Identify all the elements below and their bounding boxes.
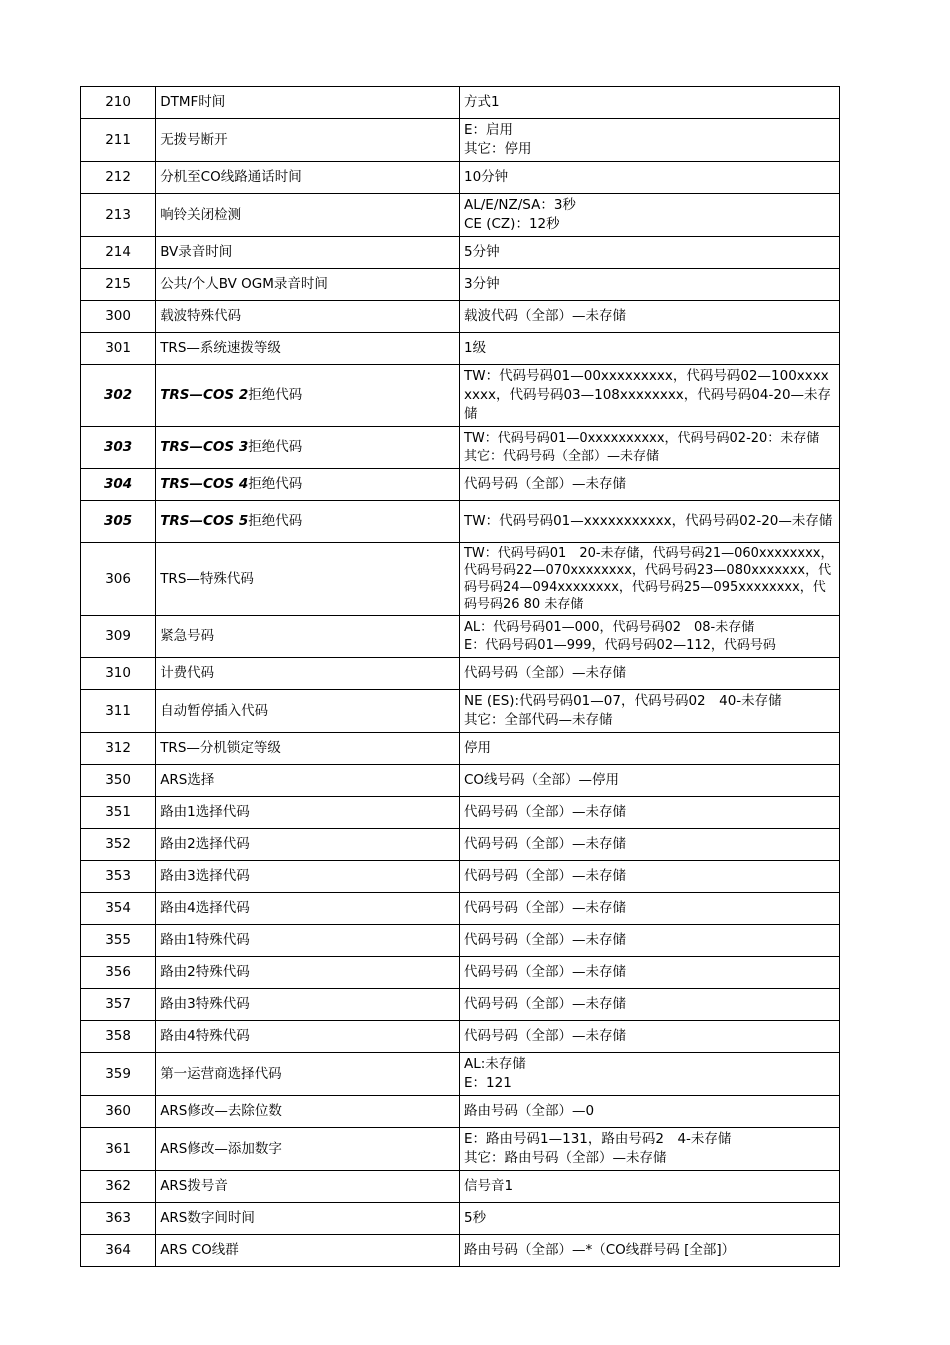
table-row bbox=[81, 658, 840, 690]
row-number: 350 bbox=[81, 765, 156, 797]
row-name: 路由4特殊代码 bbox=[156, 1021, 460, 1053]
row-name: ARS修改—添加数字 bbox=[156, 1128, 460, 1171]
table-row bbox=[81, 301, 840, 333]
row-value: 载波代码（全部）—未存储 bbox=[459, 301, 839, 333]
row-name: 响铃关闭检测 bbox=[156, 194, 460, 237]
row-value: TW：代码号码01 20-未存储，代码号码21—060xxxxxxxx，代码号码22—070xxxxxxxx，代码号码23—080xxxxxxx，代码号码24—094xxxxxxxx，代码号码25—095xxxxxxxx，代码号码26 80 未存储 bbox=[459, 543, 839, 616]
row-name: 紧急号码 bbox=[156, 616, 460, 658]
row-name: 路由3选择代码 bbox=[156, 861, 460, 893]
row-name: TRS—COS 5拒绝代码 bbox=[156, 501, 460, 543]
row-number: 303 bbox=[81, 427, 156, 469]
row-number: 356 bbox=[81, 957, 156, 989]
row-number: 359 bbox=[81, 1053, 156, 1096]
row-value: 代码号码（全部）—未存储 bbox=[459, 957, 839, 989]
row-name: 路由3特殊代码 bbox=[156, 989, 460, 1021]
row-name: 路由2选择代码 bbox=[156, 829, 460, 861]
row-value: E：路由号码1—131，路由号码2 4-未存储 其它：路由号码（全部）—未存储 bbox=[459, 1128, 839, 1171]
row-value: AL:未存储 E：121 bbox=[459, 1053, 839, 1096]
row-name: ARS修改—去除位数 bbox=[156, 1096, 460, 1128]
table-row bbox=[81, 690, 840, 733]
table-row bbox=[81, 861, 840, 893]
row-value: 信号音1 bbox=[459, 1171, 839, 1203]
row-number: 353 bbox=[81, 861, 156, 893]
row-name: ARS CO线群 bbox=[156, 1235, 460, 1267]
row-name: 路由2特殊代码 bbox=[156, 957, 460, 989]
row-name: TRS—COS 4拒绝代码 bbox=[156, 469, 460, 501]
table-row bbox=[81, 87, 840, 119]
table-row bbox=[81, 194, 840, 237]
row-value: 代码号码（全部）—未存储 bbox=[459, 893, 839, 925]
row-value: 5秒 bbox=[459, 1203, 839, 1235]
row-value: 3分钟 bbox=[459, 269, 839, 301]
table-row bbox=[81, 501, 840, 543]
row-value: NE (ES):代码号码01—07，代码号码02 40-未存储 其它：全部代码—未存储 bbox=[459, 690, 839, 733]
row-value: 代码号码（全部）—未存储 bbox=[459, 989, 839, 1021]
row-value: E：启用 其它：停用 bbox=[459, 119, 839, 162]
row-value: TW：代码号码01—00xxxxxxxxx，代码号码02—100xxxxxxxx，代码号码03—108xxxxxxxx，代码号码04-20—未存储 bbox=[459, 365, 839, 427]
row-number: 211 bbox=[81, 119, 156, 162]
row-name: 路由1选择代码 bbox=[156, 797, 460, 829]
settings-table bbox=[80, 86, 840, 1267]
row-value: 代码号码（全部）—未存储 bbox=[459, 797, 839, 829]
row-value: TW：代码号码01—0xxxxxxxxxx，代码号码02-20：未存储 其它：代码号码（全部）—未存储 bbox=[459, 427, 839, 469]
row-name: 分机至CO线路通话时间 bbox=[156, 162, 460, 194]
row-number: 215 bbox=[81, 269, 156, 301]
row-value: 代码号码（全部）—未存储 bbox=[459, 829, 839, 861]
row-name: 路由1特殊代码 bbox=[156, 925, 460, 957]
row-value: 方式1 bbox=[459, 87, 839, 119]
row-number: 357 bbox=[81, 989, 156, 1021]
table-row bbox=[81, 989, 840, 1021]
table-row bbox=[81, 829, 840, 861]
row-number: 360 bbox=[81, 1096, 156, 1128]
row-number: 358 bbox=[81, 1021, 156, 1053]
row-name: TRS—COS 3拒绝代码 bbox=[156, 427, 460, 469]
table-row bbox=[81, 119, 840, 162]
table-row bbox=[81, 333, 840, 365]
table-row bbox=[81, 1053, 840, 1096]
table-row bbox=[81, 269, 840, 301]
table-row bbox=[81, 616, 840, 658]
row-name: TRS—特殊代码 bbox=[156, 543, 460, 616]
row-name: BV录音时间 bbox=[156, 237, 460, 269]
row-number: 361 bbox=[81, 1128, 156, 1171]
table-row bbox=[81, 925, 840, 957]
table-row bbox=[81, 469, 840, 501]
row-number: 304 bbox=[81, 469, 156, 501]
row-value: 路由号码（全部）—0 bbox=[459, 1096, 839, 1128]
row-number: 305 bbox=[81, 501, 156, 543]
row-name: 自动暂停插入代码 bbox=[156, 690, 460, 733]
row-value: TW：代码号码01—xxxxxxxxxxx，代码号码02-20—未存储 bbox=[459, 501, 839, 543]
row-value: 代码号码（全部）—未存储 bbox=[459, 925, 839, 957]
row-value: 10分钟 bbox=[459, 162, 839, 194]
row-number: 354 bbox=[81, 893, 156, 925]
row-name: 路由4选择代码 bbox=[156, 893, 460, 925]
table-row bbox=[81, 733, 840, 765]
table-row bbox=[81, 543, 840, 616]
row-name: ARS拨号音 bbox=[156, 1171, 460, 1203]
table-row bbox=[81, 1171, 840, 1203]
row-number: 213 bbox=[81, 194, 156, 237]
table-row bbox=[81, 1203, 840, 1235]
table-row bbox=[81, 1128, 840, 1171]
row-value: 代码号码（全部）—未存储 bbox=[459, 469, 839, 501]
row-name: TRS—COS 2拒绝代码 bbox=[156, 365, 460, 427]
row-name: 计费代码 bbox=[156, 658, 460, 690]
row-value: AL/E/NZ/SA：3秒 CE (CZ)：12秒 bbox=[459, 194, 839, 237]
table-row bbox=[81, 797, 840, 829]
row-number: 301 bbox=[81, 333, 156, 365]
row-name: TRS—分机锁定等级 bbox=[156, 733, 460, 765]
row-number: 363 bbox=[81, 1203, 156, 1235]
table-row bbox=[81, 237, 840, 269]
table-row bbox=[81, 1021, 840, 1053]
row-value: 代码号码（全部）—未存储 bbox=[459, 658, 839, 690]
row-value: CO线号码（全部）—停用 bbox=[459, 765, 839, 797]
table-row bbox=[81, 765, 840, 797]
row-value: 停用 bbox=[459, 733, 839, 765]
table-row bbox=[81, 427, 840, 469]
row-number: 310 bbox=[81, 658, 156, 690]
row-number: 300 bbox=[81, 301, 156, 333]
row-number: 214 bbox=[81, 237, 156, 269]
row-value: 代码号码（全部）—未存储 bbox=[459, 861, 839, 893]
table-row bbox=[81, 162, 840, 194]
row-number: 362 bbox=[81, 1171, 156, 1203]
row-number: 312 bbox=[81, 733, 156, 765]
row-value: AL：代码号码01—000，代码号码02 08-未存储 E：代码号码01—999，代码号码02—112，代码号码 bbox=[459, 616, 839, 658]
table-row bbox=[81, 1096, 840, 1128]
row-number: 302 bbox=[81, 365, 156, 427]
row-number: 311 bbox=[81, 690, 156, 733]
row-name: 无拨号断开 bbox=[156, 119, 460, 162]
row-value: 代码号码（全部）—未存储 bbox=[459, 1021, 839, 1053]
row-value: 路由号码（全部）—*（CO线群号码 [全部]） bbox=[459, 1235, 839, 1267]
row-name: TRS—系统速拨等级 bbox=[156, 333, 460, 365]
row-number: 306 bbox=[81, 543, 156, 616]
row-number: 212 bbox=[81, 162, 156, 194]
row-number: 351 bbox=[81, 797, 156, 829]
row-number: 364 bbox=[81, 1235, 156, 1267]
table-row bbox=[81, 365, 840, 427]
row-number: 309 bbox=[81, 616, 156, 658]
row-number: 352 bbox=[81, 829, 156, 861]
table-row bbox=[81, 1235, 840, 1267]
row-value: 5分钟 bbox=[459, 237, 839, 269]
row-name: 第一运营商选择代码 bbox=[156, 1053, 460, 1096]
row-number: 355 bbox=[81, 925, 156, 957]
table-row bbox=[81, 957, 840, 989]
table-row bbox=[81, 893, 840, 925]
row-name: ARS选择 bbox=[156, 765, 460, 797]
row-number: 210 bbox=[81, 87, 156, 119]
row-value: 1级 bbox=[459, 333, 839, 365]
row-name: 公共/个人BV OGM录音时间 bbox=[156, 269, 460, 301]
row-name: DTMF时间 bbox=[156, 87, 460, 119]
row-name: 载波特殊代码 bbox=[156, 301, 460, 333]
row-name: ARS数字间时间 bbox=[156, 1203, 460, 1235]
